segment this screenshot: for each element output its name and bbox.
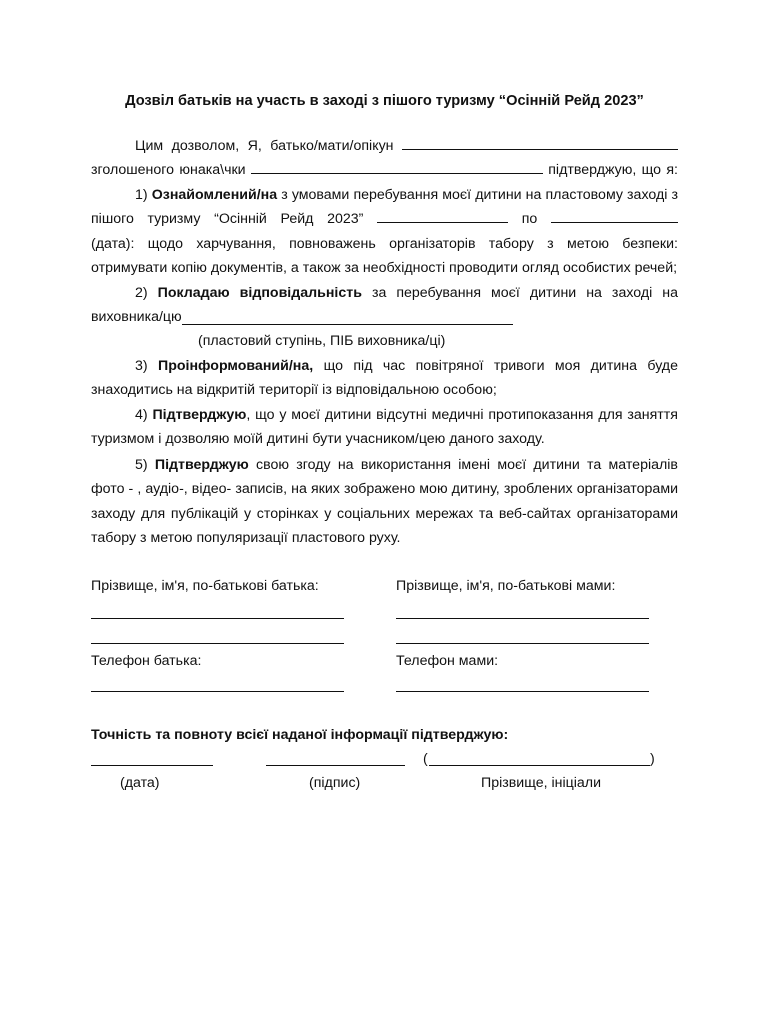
signature-caption: (підпис) — [309, 775, 361, 791]
item-bold-phrase: Покладаю відповідальність — [157, 285, 362, 301]
name-caption: Прізвище, ініціали — [481, 775, 602, 791]
intro-prefix: Цим дозволом, Я, батько/мати/опікун — [135, 138, 394, 154]
paren-open: ( — [423, 751, 428, 767]
item-text: з умовами перебування моєї дитини на пластовому заході з пішого туризму “Осінній Рейд 2023” — [91, 187, 678, 228]
item-word-po: по — [521, 211, 538, 228]
item-text: , що у моєї дитини відсутні медичні протипоказання для заняття туризмом і дозволяю моїй дитині бути учасником/цею даного заходу. — [91, 407, 678, 448]
leader-caption: (пластовий ступінь, ПІБ виховника/ці) — [198, 333, 446, 349]
confirm-date-line[interactable] — [91, 765, 213, 766]
date-caption: (дата) — [120, 775, 160, 791]
intro-line-2 — [91, 158, 678, 182]
mother-phone-label: Телефон мами: — [396, 653, 499, 669]
leader-name-line[interactable] — [182, 324, 513, 325]
father-phone-line[interactable] — [91, 691, 344, 692]
item-4 — [91, 403, 678, 452]
item-number: 1) — [135, 187, 148, 203]
item-1-continued — [91, 232, 678, 281]
confirm-heading: Точність та повноту всієї наданої інформації підтверджую: — [91, 727, 509, 743]
item-5 — [91, 453, 678, 550]
item-1 — [91, 183, 678, 232]
item-number: 2) — [135, 285, 148, 301]
mother-name-line-2[interactable] — [396, 643, 649, 644]
end-date-blank[interactable] — [551, 208, 678, 223]
document-title: Дозвіл батьків на участь в заході з пішого туризму “Осінній Рейд 2023” — [125, 93, 644, 109]
start-date-blank[interactable] — [377, 208, 508, 223]
father-name-line-1[interactable] — [91, 618, 344, 619]
item-text: (дата): щодо харчування, повноважень організаторів табору з метою безпеки: отримувати копію документів, а також за необхідності проводити огляд особистих речей; — [91, 236, 678, 277]
full-name-line[interactable] — [429, 765, 650, 766]
father-name-line-2[interactable] — [91, 643, 344, 644]
father-phone-label: Телефон батька: — [91, 653, 202, 669]
item-bold-phrase: Проінформований/на, — [158, 358, 314, 374]
item-bold-phrase: Підтверджую — [154, 457, 249, 473]
mother-name-line-1[interactable] — [396, 618, 649, 619]
mother-name-label: Прізвище, ім'я, по-батькові мами: — [396, 578, 616, 594]
item-2 — [91, 281, 678, 330]
signature-line[interactable] — [266, 765, 405, 766]
item-bold-phrase: Ознайомлений/на — [151, 187, 278, 203]
item-text: свою згоду на використання імені моєї дитини та матеріалів фото - , аудіо-, відео- записів, на яких зображено мою дитину, зроблених організаторами заходу для публікацій у сторінках у соціальних мережах та веб-сайтах організаторами табору з метою популяризації пластового руху. — [91, 457, 678, 546]
item-number: 4) — [135, 407, 148, 423]
intro-suffix: підтверджую, що я: — [548, 162, 678, 178]
item-number: 3) — [135, 358, 148, 374]
item-text: за перебування моєї дитини на заході на виховника/цю — [91, 285, 678, 326]
item-number: 5) — [135, 457, 148, 473]
paren-close: ) — [650, 751, 655, 767]
mother-phone-line[interactable] — [396, 691, 649, 692]
intro-line-1 — [91, 134, 678, 158]
item-bold-phrase: Підтверджую — [152, 407, 247, 423]
intro-scout-label: зголошеного юнака\чки — [91, 162, 246, 178]
item-3 — [91, 354, 678, 403]
scout-name-blank[interactable] — [251, 159, 543, 174]
father-name-label: Прізвище, ім'я, по-батькові батька: — [91, 578, 319, 594]
guardian-name-blank[interactable] — [402, 135, 678, 150]
item-text: що під час повітряної тривоги моя дитина буде знаходитись на відкритій території із відповідальною особою; — [91, 358, 678, 399]
